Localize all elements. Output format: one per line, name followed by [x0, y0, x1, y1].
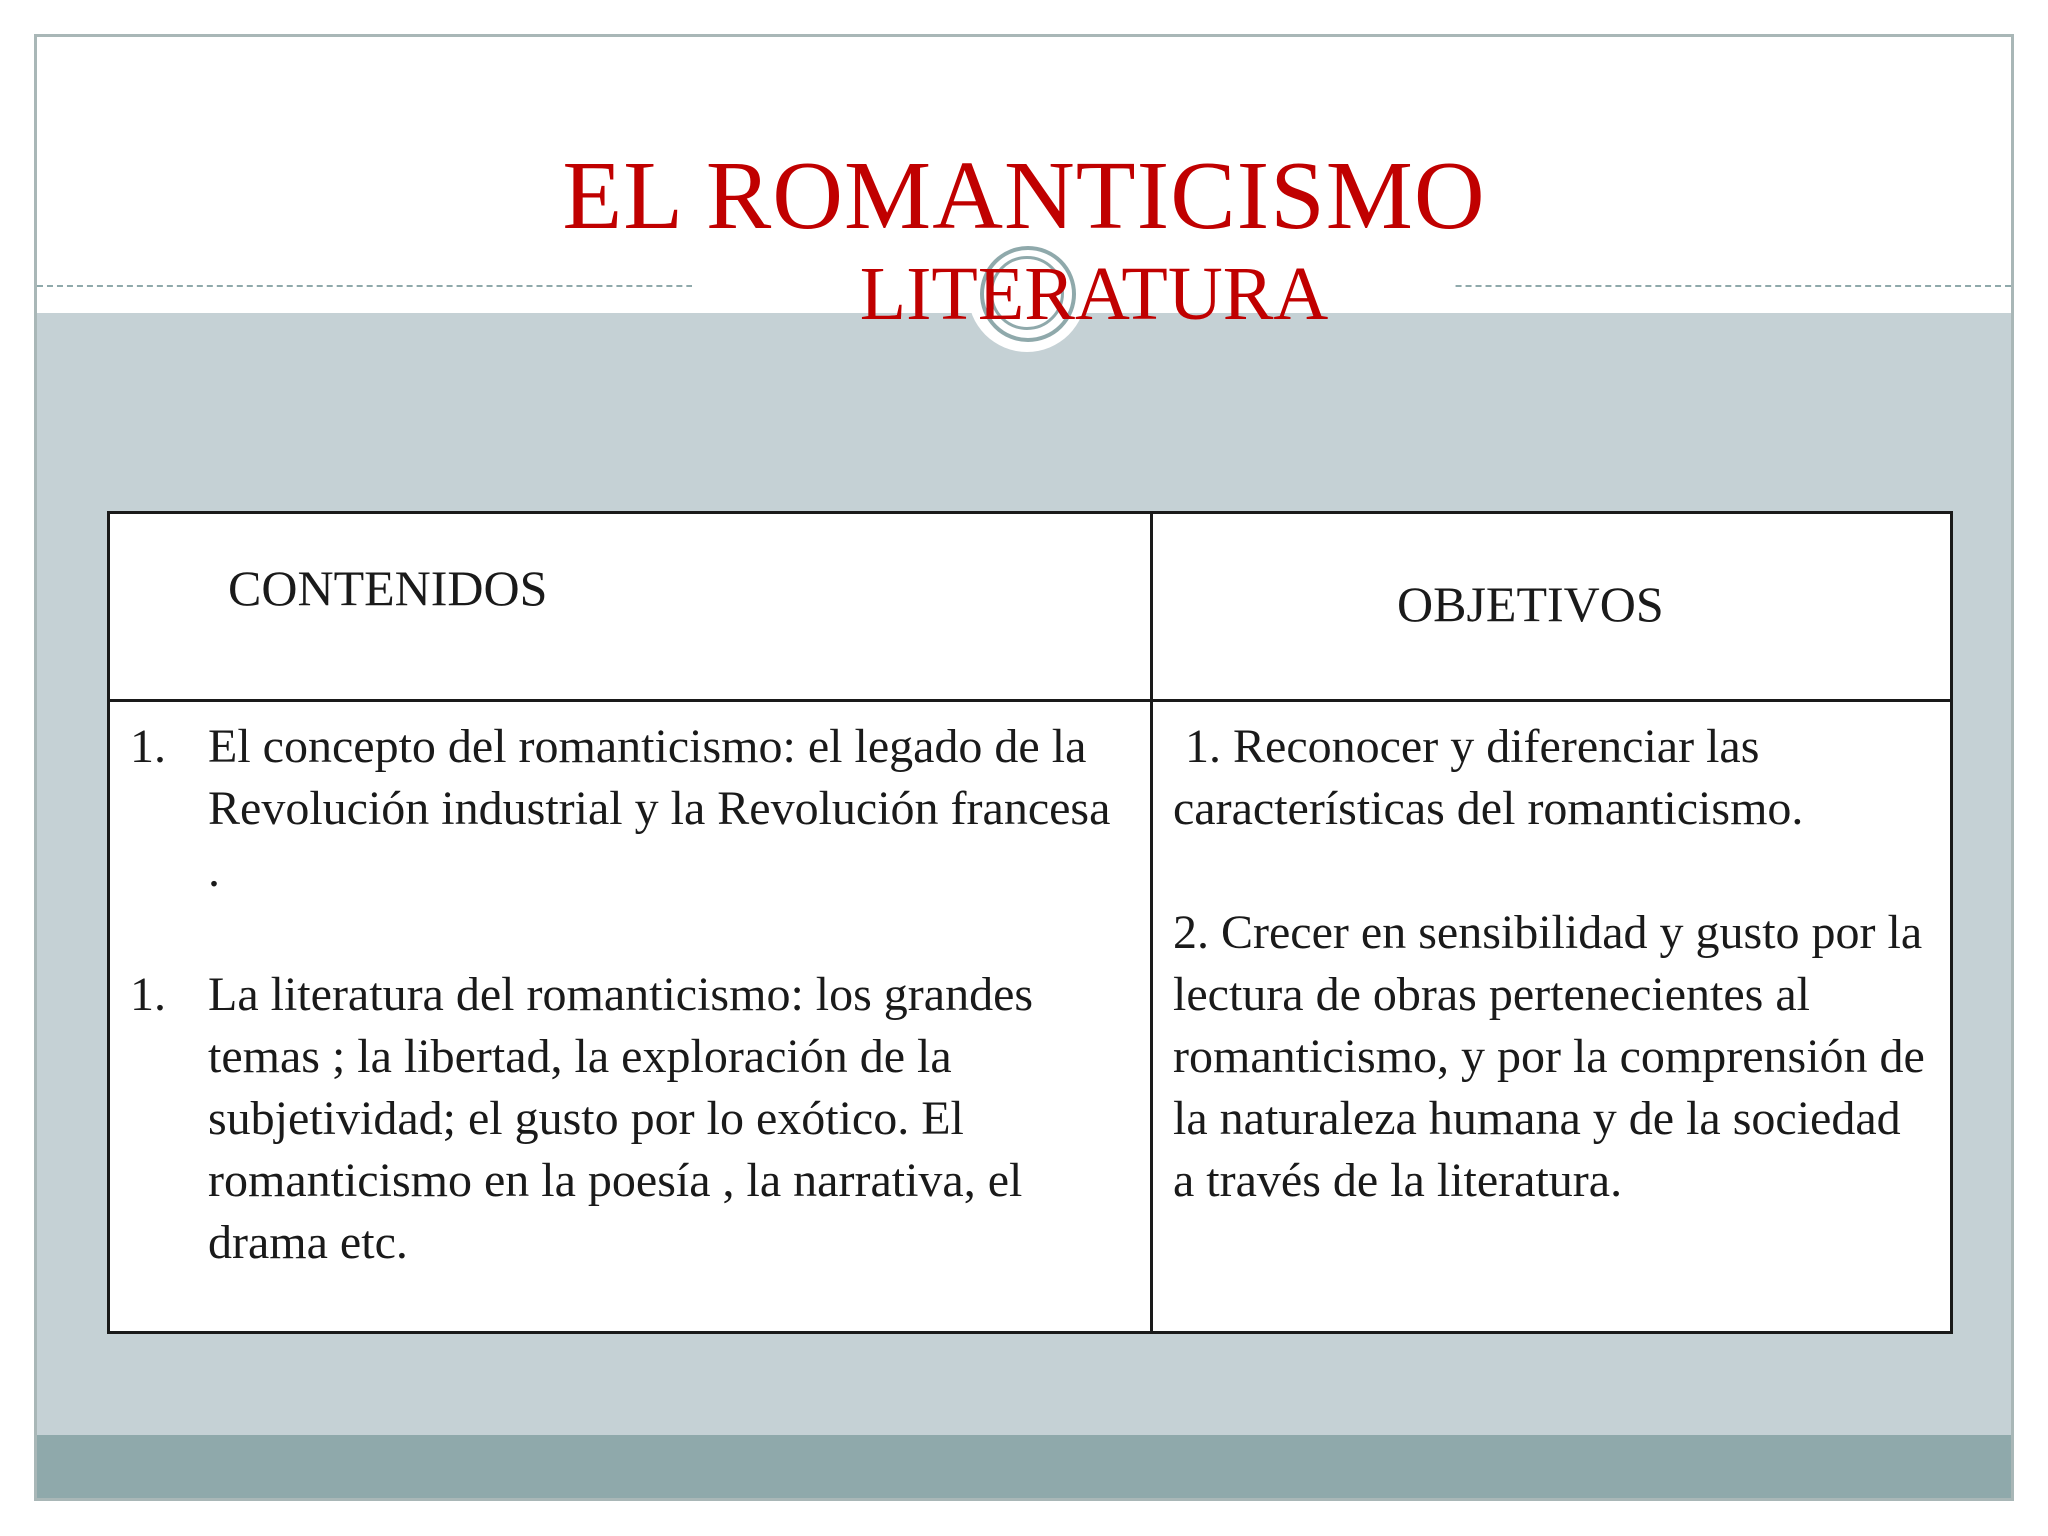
list-item-number: 1. [130, 720, 166, 773]
list-item [110, 716, 1130, 902]
table-header-row [109, 513, 1952, 701]
contenidos-cell [109, 701, 1152, 1333]
slide [34, 34, 2014, 1501]
table-body-row [109, 701, 1952, 1333]
objetivo-paragraph: 1. Reconocer y diferenciar las características del romanticismo. [1173, 720, 1804, 835]
header-contenidos: CONTENIDOS [109, 513, 1152, 701]
content-table [107, 511, 1953, 1334]
list-item-text: La literatura del romanticismo: los grandes temas ; la libertad, la exploración de la subjetividad; el gusto por lo exótico. El romanticismo en la poesía , la narrativa, el drama etc. [208, 968, 1034, 1269]
list-item-number: 1. [130, 968, 166, 1021]
slide-title: EL ROMANTICISMO [562, 142, 1486, 250]
list-item [110, 964, 1130, 1274]
contenidos-list [110, 716, 1130, 1274]
slide-subtitle: LITERATURA [859, 252, 1329, 336]
footer-band [37, 1435, 2011, 1501]
list-item-text: El concepto del romanticismo: el legado de la Revolución industrial y la Revolución francesa . [208, 720, 1111, 897]
objetivo-paragraph: 2. Crecer en sensibilidad y gusto por la lectura de obras pertenecientes al romanticismo, y por la comprensión de la naturaleza humana y de la sociedad a través de la literatura. [1173, 906, 1925, 1207]
objetivos-cell [1152, 701, 1952, 1333]
header-objetivos: OBJETIVOS [1152, 513, 1952, 701]
